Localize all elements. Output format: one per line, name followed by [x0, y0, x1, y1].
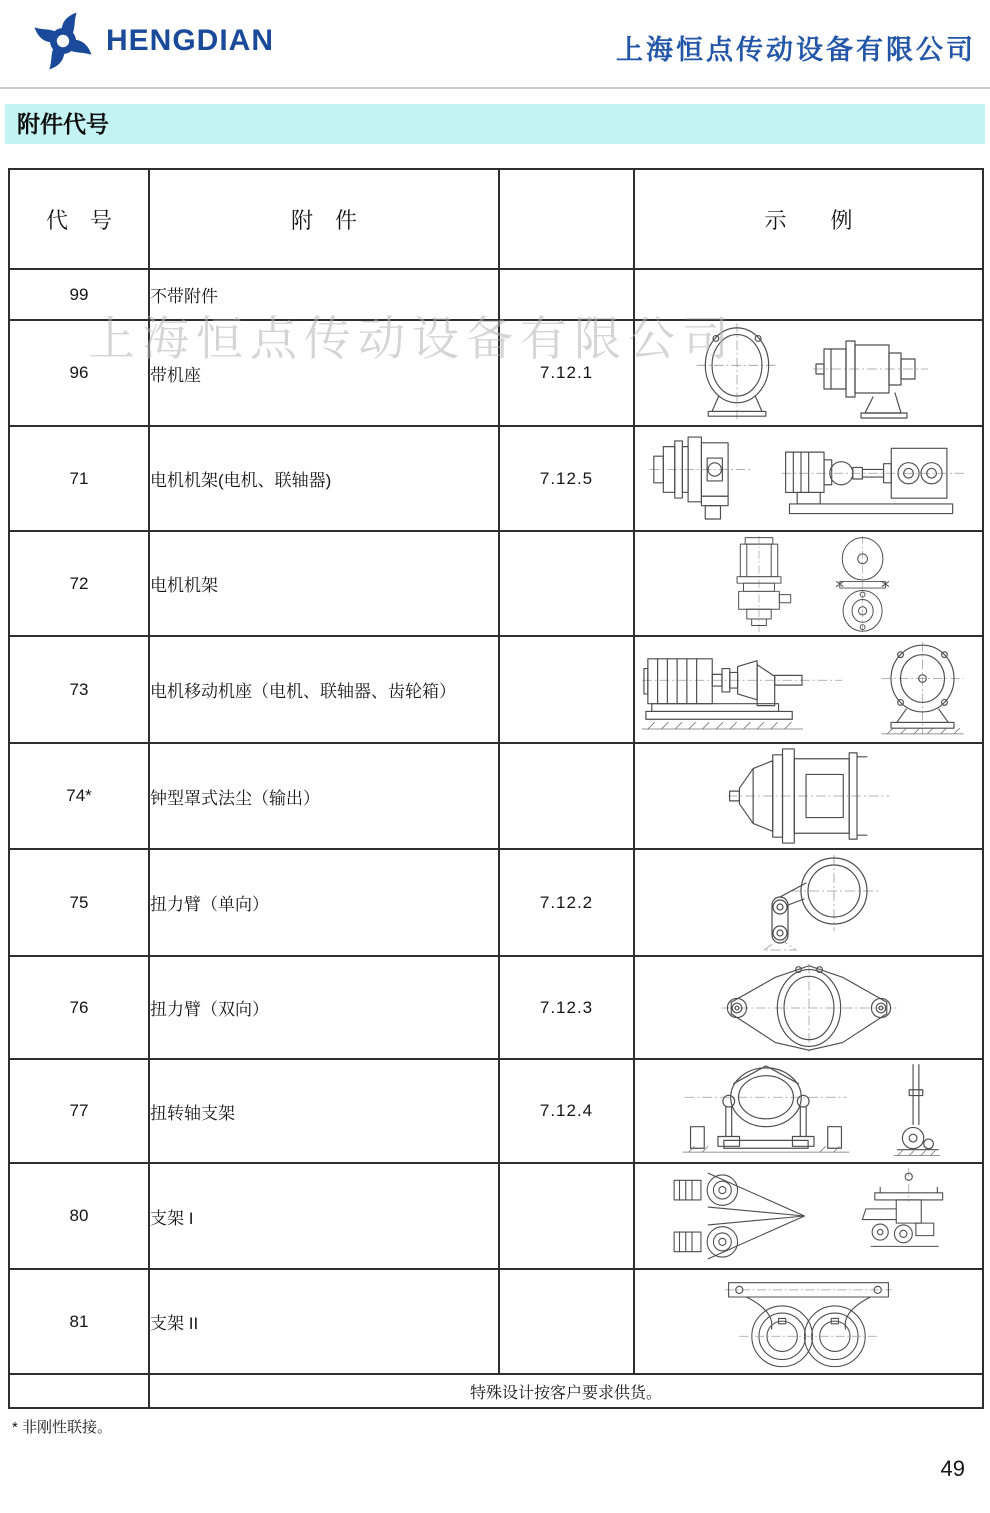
code-cell: 73 [9, 636, 149, 743]
pinwheel-logo-icon [32, 8, 94, 74]
table-row-75 [9, 849, 983, 956]
header-ref [499, 169, 634, 269]
motor-slide-base-front-view-icon [870, 641, 975, 739]
page-number: 49 [940, 1456, 965, 1481]
accessory-cell: 支架 I [149, 1163, 499, 1269]
table-row-77 [9, 1059, 983, 1163]
ref-cell [499, 743, 634, 849]
example-cell [634, 1059, 983, 1163]
example-cell [634, 426, 983, 531]
vertical-motor-frame-side-view-icon [719, 536, 799, 632]
torsion-shaft-bracket-side-view-icon [886, 1062, 944, 1160]
header-accessory: 附 件 [149, 169, 499, 269]
accessory-cell: 扭转轴支架 [149, 1059, 499, 1163]
motor-slide-base-side-view-icon [642, 641, 842, 739]
ref-cell: 7.12.4 [499, 1059, 634, 1163]
example-cell [634, 531, 983, 636]
table-row-80 [9, 1163, 983, 1269]
bracket-1-top-view-icon [662, 1166, 822, 1266]
ref-cell [499, 636, 634, 743]
table-row-73 [9, 636, 983, 743]
logo-wordmark: HENGDIAN [106, 24, 275, 57]
code-cell: 81 [9, 1269, 149, 1374]
table-header-row [9, 169, 983, 269]
footnote: * 非刚性联接。 [12, 1419, 113, 1436]
company-name: 上海恒点传动设备有限公司 [616, 35, 976, 65]
torque-arm-single-view-icon [736, 853, 881, 953]
example-cell [634, 269, 983, 320]
accessory-cell: 不带附件 [149, 269, 499, 320]
torsion-shaft-bracket-front-view-icon [673, 1062, 858, 1160]
motor-coupling-gearbox-side-view-icon [778, 431, 968, 527]
example-cell [634, 743, 983, 849]
gearmotor-side-view-icon [813, 323, 928, 423]
special-note-cell: 特殊设计按客户要求供货。 [149, 1374, 983, 1408]
accessory-code-table [8, 168, 984, 1409]
vertical-motor-frame-front-view-icon [827, 536, 899, 632]
table-row-81 [9, 1269, 983, 1374]
accessory-cell: 电机机架(电机、联轴器) [149, 426, 499, 531]
code-cell: 77 [9, 1059, 149, 1163]
page-title: 附件代号 [17, 111, 109, 137]
code-cell: 75 [9, 849, 149, 956]
accessory-cell: 支架 II [149, 1269, 499, 1374]
table-row-76 [9, 956, 983, 1059]
ref-cell [499, 1269, 634, 1374]
table-row-71 [9, 426, 983, 531]
code-cell: 80 [9, 1163, 149, 1269]
example-cell [634, 636, 983, 743]
ref-cell [499, 531, 634, 636]
table-row-74 [9, 743, 983, 849]
bracket-2-front-view-icon [711, 1272, 906, 1372]
bracket-1-side-view-icon [850, 1166, 955, 1266]
example-cell [634, 956, 983, 1059]
example-cell [634, 1163, 983, 1269]
header-divider [0, 87, 990, 89]
ref-cell [499, 269, 634, 320]
code-cell: 99 [9, 269, 149, 320]
table-row-96 [9, 320, 983, 426]
accessory-cell: 扭力臂（单向） [149, 849, 499, 956]
header-example: 示 例 [634, 169, 983, 269]
table-row-99 [9, 269, 983, 320]
ref-cell: 7.12.2 [499, 849, 634, 956]
accessory-cell: 带机座 [149, 320, 499, 426]
example-cell [634, 849, 983, 956]
code-cell: 71 [9, 426, 149, 531]
motor-frame-coupling-view-icon [650, 431, 750, 527]
torque-arm-double-view-icon [714, 960, 904, 1056]
accessory-cell: 电机移动机座（电机、联轴器、齿轮箱） [149, 636, 499, 743]
ref-cell [499, 1163, 634, 1269]
accessory-cell: 电机机架 [149, 531, 499, 636]
watermark-text: 上海恒点传动设备有限公司 [88, 312, 736, 365]
section-title-bar [5, 104, 985, 144]
code-cell: 72 [9, 531, 149, 636]
table-footer-row [9, 1374, 983, 1408]
company-logo [32, 8, 274, 74]
code-cell: 96 [9, 320, 149, 426]
bell-housing-section-view-icon [726, 747, 891, 845]
table-row-72 [9, 531, 983, 636]
ref-cell: 7.12.3 [499, 956, 634, 1059]
ref-cell: 7.12.5 [499, 426, 634, 531]
code-cell: 74* [9, 743, 149, 849]
base-flange-front-view-icon [689, 323, 785, 423]
example-cell [634, 1269, 983, 1374]
ref-cell: 7.12.1 [499, 320, 634, 426]
accessory-cell: 扭力臂（双向） [149, 956, 499, 1059]
code-cell: 76 [9, 956, 149, 1059]
header-code: 代 号 [9, 169, 149, 269]
example-cell [634, 320, 983, 426]
accessory-cell: 钟型罩式法尘（输出） [149, 743, 499, 849]
footer-empty-cell [9, 1374, 149, 1408]
